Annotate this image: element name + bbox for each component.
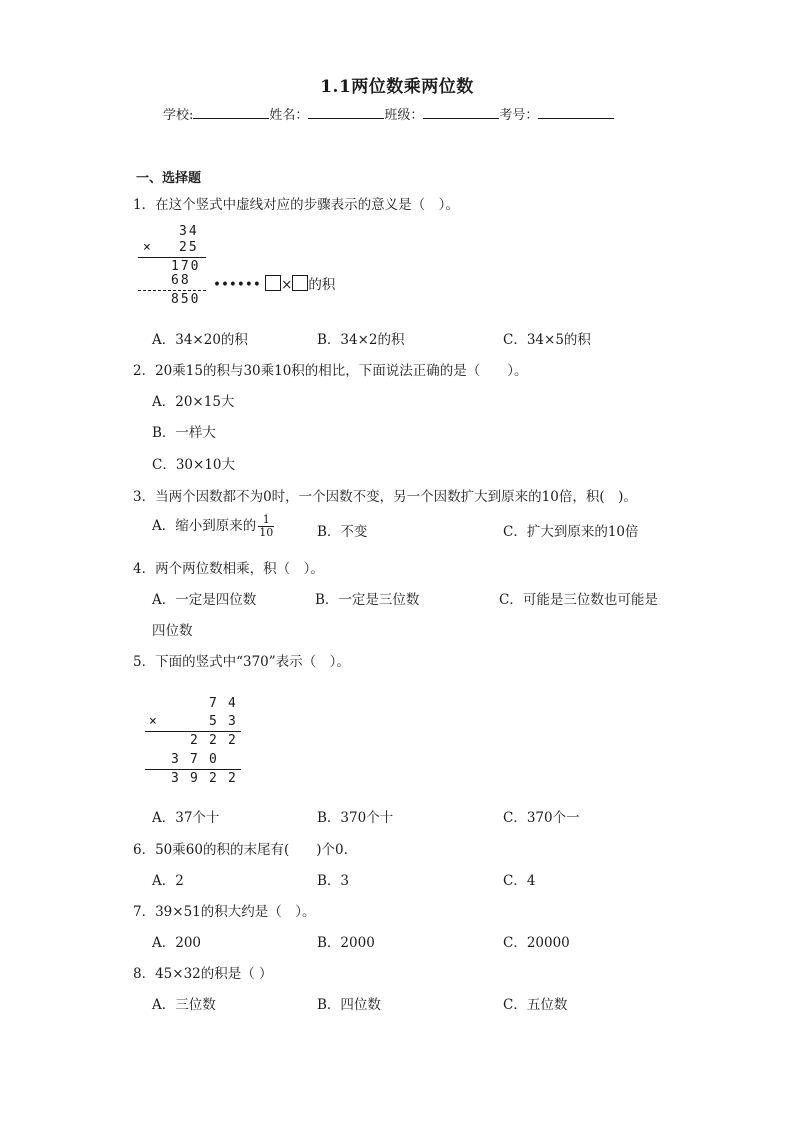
q4-option-c[interactable]: C．可能是三位数也可能是 <box>499 592 658 608</box>
q5-calc-line-1 <box>145 731 241 732</box>
q5-option-b[interactable]: B．370个十 <box>317 810 394 826</box>
q8-option-c[interactable]: C．五位数 <box>503 997 568 1013</box>
q8-option-a[interactable]: A．三位数 <box>152 997 216 1013</box>
q1-dots: •••••• <box>213 277 261 293</box>
q8-option-b[interactable]: B．四位数 <box>317 997 381 1013</box>
q7-option-b[interactable]: B．2000 <box>317 935 375 951</box>
q3-option-b[interactable]: B．不变 <box>317 524 368 540</box>
q6-option-b[interactable]: B．3 <box>317 873 350 889</box>
q5-calc-r2-d1: 5 <box>209 714 217 729</box>
q1-calc-mul-sign: × <box>143 240 151 255</box>
school-blank[interactable] <box>193 106 269 119</box>
q4-option-c-continued: 四位数 <box>152 623 193 639</box>
q1-times-sign: × <box>281 277 293 293</box>
q5-calc-line-2 <box>145 769 241 770</box>
q1-calc-partial-1: 170 <box>171 259 201 274</box>
q5-option-a[interactable]: A．37个十 <box>152 810 220 826</box>
q1-annotation-suffix: 的积 <box>308 277 336 293</box>
q5-calc-r4-d1: 3 <box>171 752 179 767</box>
q7-option-a[interactable]: A．200 <box>152 935 202 951</box>
q5-calc-r1-d1: 7 <box>209 696 217 711</box>
q1-dotted-annotation <box>213 273 335 293</box>
page-title: 1.1两位数乘两位数 <box>320 77 474 97</box>
name-label: 姓名： <box>269 108 309 123</box>
q3-option-a-label: A．缩小到原来的 <box>152 518 257 534</box>
student-info-line <box>163 104 614 123</box>
q1-option-a[interactable]: A．34×20的积 <box>152 332 248 348</box>
fraction-numerator: 1 <box>258 514 274 527</box>
q4-option-a[interactable]: A．一定是四位数 <box>152 592 257 608</box>
number-blank[interactable] <box>538 106 614 119</box>
question-7-text: 7．39×51的积大约是（ ）。 <box>133 904 316 920</box>
q1-calc-result: 850 <box>171 292 201 307</box>
q5-calc-r2-d2: 3 <box>228 714 236 729</box>
question-8-text: 8．45×32的积是（ ） <box>133 966 273 982</box>
section-title: 一、选择题 <box>136 171 202 186</box>
q5-calc-r5-d3: 2 <box>209 771 217 786</box>
number-label: 考号： <box>499 108 539 123</box>
one-tenth-fraction <box>258 514 274 539</box>
q6-option-c[interactable]: C．4 <box>503 873 536 889</box>
q1-blank-box-1[interactable] <box>265 275 281 291</box>
q1-calc-bottom: 25 <box>179 240 199 255</box>
q1-blank-box-2[interactable] <box>292 275 308 291</box>
q5-calc-mul-sign: × <box>149 714 157 729</box>
q2-option-c[interactable]: C．30×10大 <box>152 457 235 473</box>
question-3-text: 3．当两个因数都不为0时，一个因数不变，另一个因数扩大到原来的10倍，积( )。 <box>133 489 637 505</box>
name-blank[interactable] <box>308 106 384 119</box>
question-4-text: 4．两个两位数相乘，积（ ）。 <box>133 561 324 577</box>
q5-calc-r3-d3: 2 <box>228 733 236 748</box>
question-5-text: 5．下面的竖式中“370”表示（ ）。 <box>133 654 350 670</box>
q1-calc-partial-2: 68 <box>171 273 191 288</box>
q5-calc-r4-d2: 7 <box>190 752 198 767</box>
q4-option-b[interactable]: B．一定是三位数 <box>315 592 420 608</box>
q1-calc-line-1 <box>138 257 206 258</box>
q5-calc-r1-d2: 4 <box>228 696 236 711</box>
school-label: 学校: <box>163 108 194 123</box>
q5-calc-r5-d1: 3 <box>171 771 179 786</box>
q3-option-c[interactable]: C．扩大到原来的10倍 <box>503 524 639 540</box>
q6-option-a[interactable]: A．2 <box>152 873 184 889</box>
q5-calc-r5-d4: 2 <box>228 771 236 786</box>
q7-option-c[interactable]: C．20000 <box>503 935 570 951</box>
fraction-denominator: 10 <box>259 526 274 539</box>
class-blank[interactable] <box>423 106 499 119</box>
q5-calc-r3-d2: 2 <box>209 733 217 748</box>
q2-option-a[interactable]: A．20×15大 <box>152 394 235 410</box>
q2-option-b[interactable]: B．一样大 <box>152 425 216 441</box>
class-label: 班级： <box>384 108 424 123</box>
q5-calc-r4-d3: 0 <box>209 752 217 767</box>
q1-option-b[interactable]: B．34×2的积 <box>317 332 405 348</box>
question-6-text: 6．50乘60的积的末尾有( )个0. <box>133 842 348 858</box>
q5-calc-r3-d1: 2 <box>190 733 198 748</box>
q5-calc-r5-d2: 9 <box>190 771 198 786</box>
q1-option-c[interactable]: C．34×5的积 <box>503 332 591 348</box>
q1-calc-top: 34 <box>179 224 199 239</box>
q3-option-a[interactable] <box>152 514 274 539</box>
question-1-text: 1．在这个竖式中虚线对应的步骤表示的意义是（ ）。 <box>133 197 459 213</box>
q5-option-c[interactable]: C．370个一 <box>503 810 580 826</box>
q1-calc-dashed-line <box>138 290 206 291</box>
question-2-text: 2．20乘15的积与30乘10积的相比，下面说法正确的是（ ）。 <box>133 363 528 379</box>
